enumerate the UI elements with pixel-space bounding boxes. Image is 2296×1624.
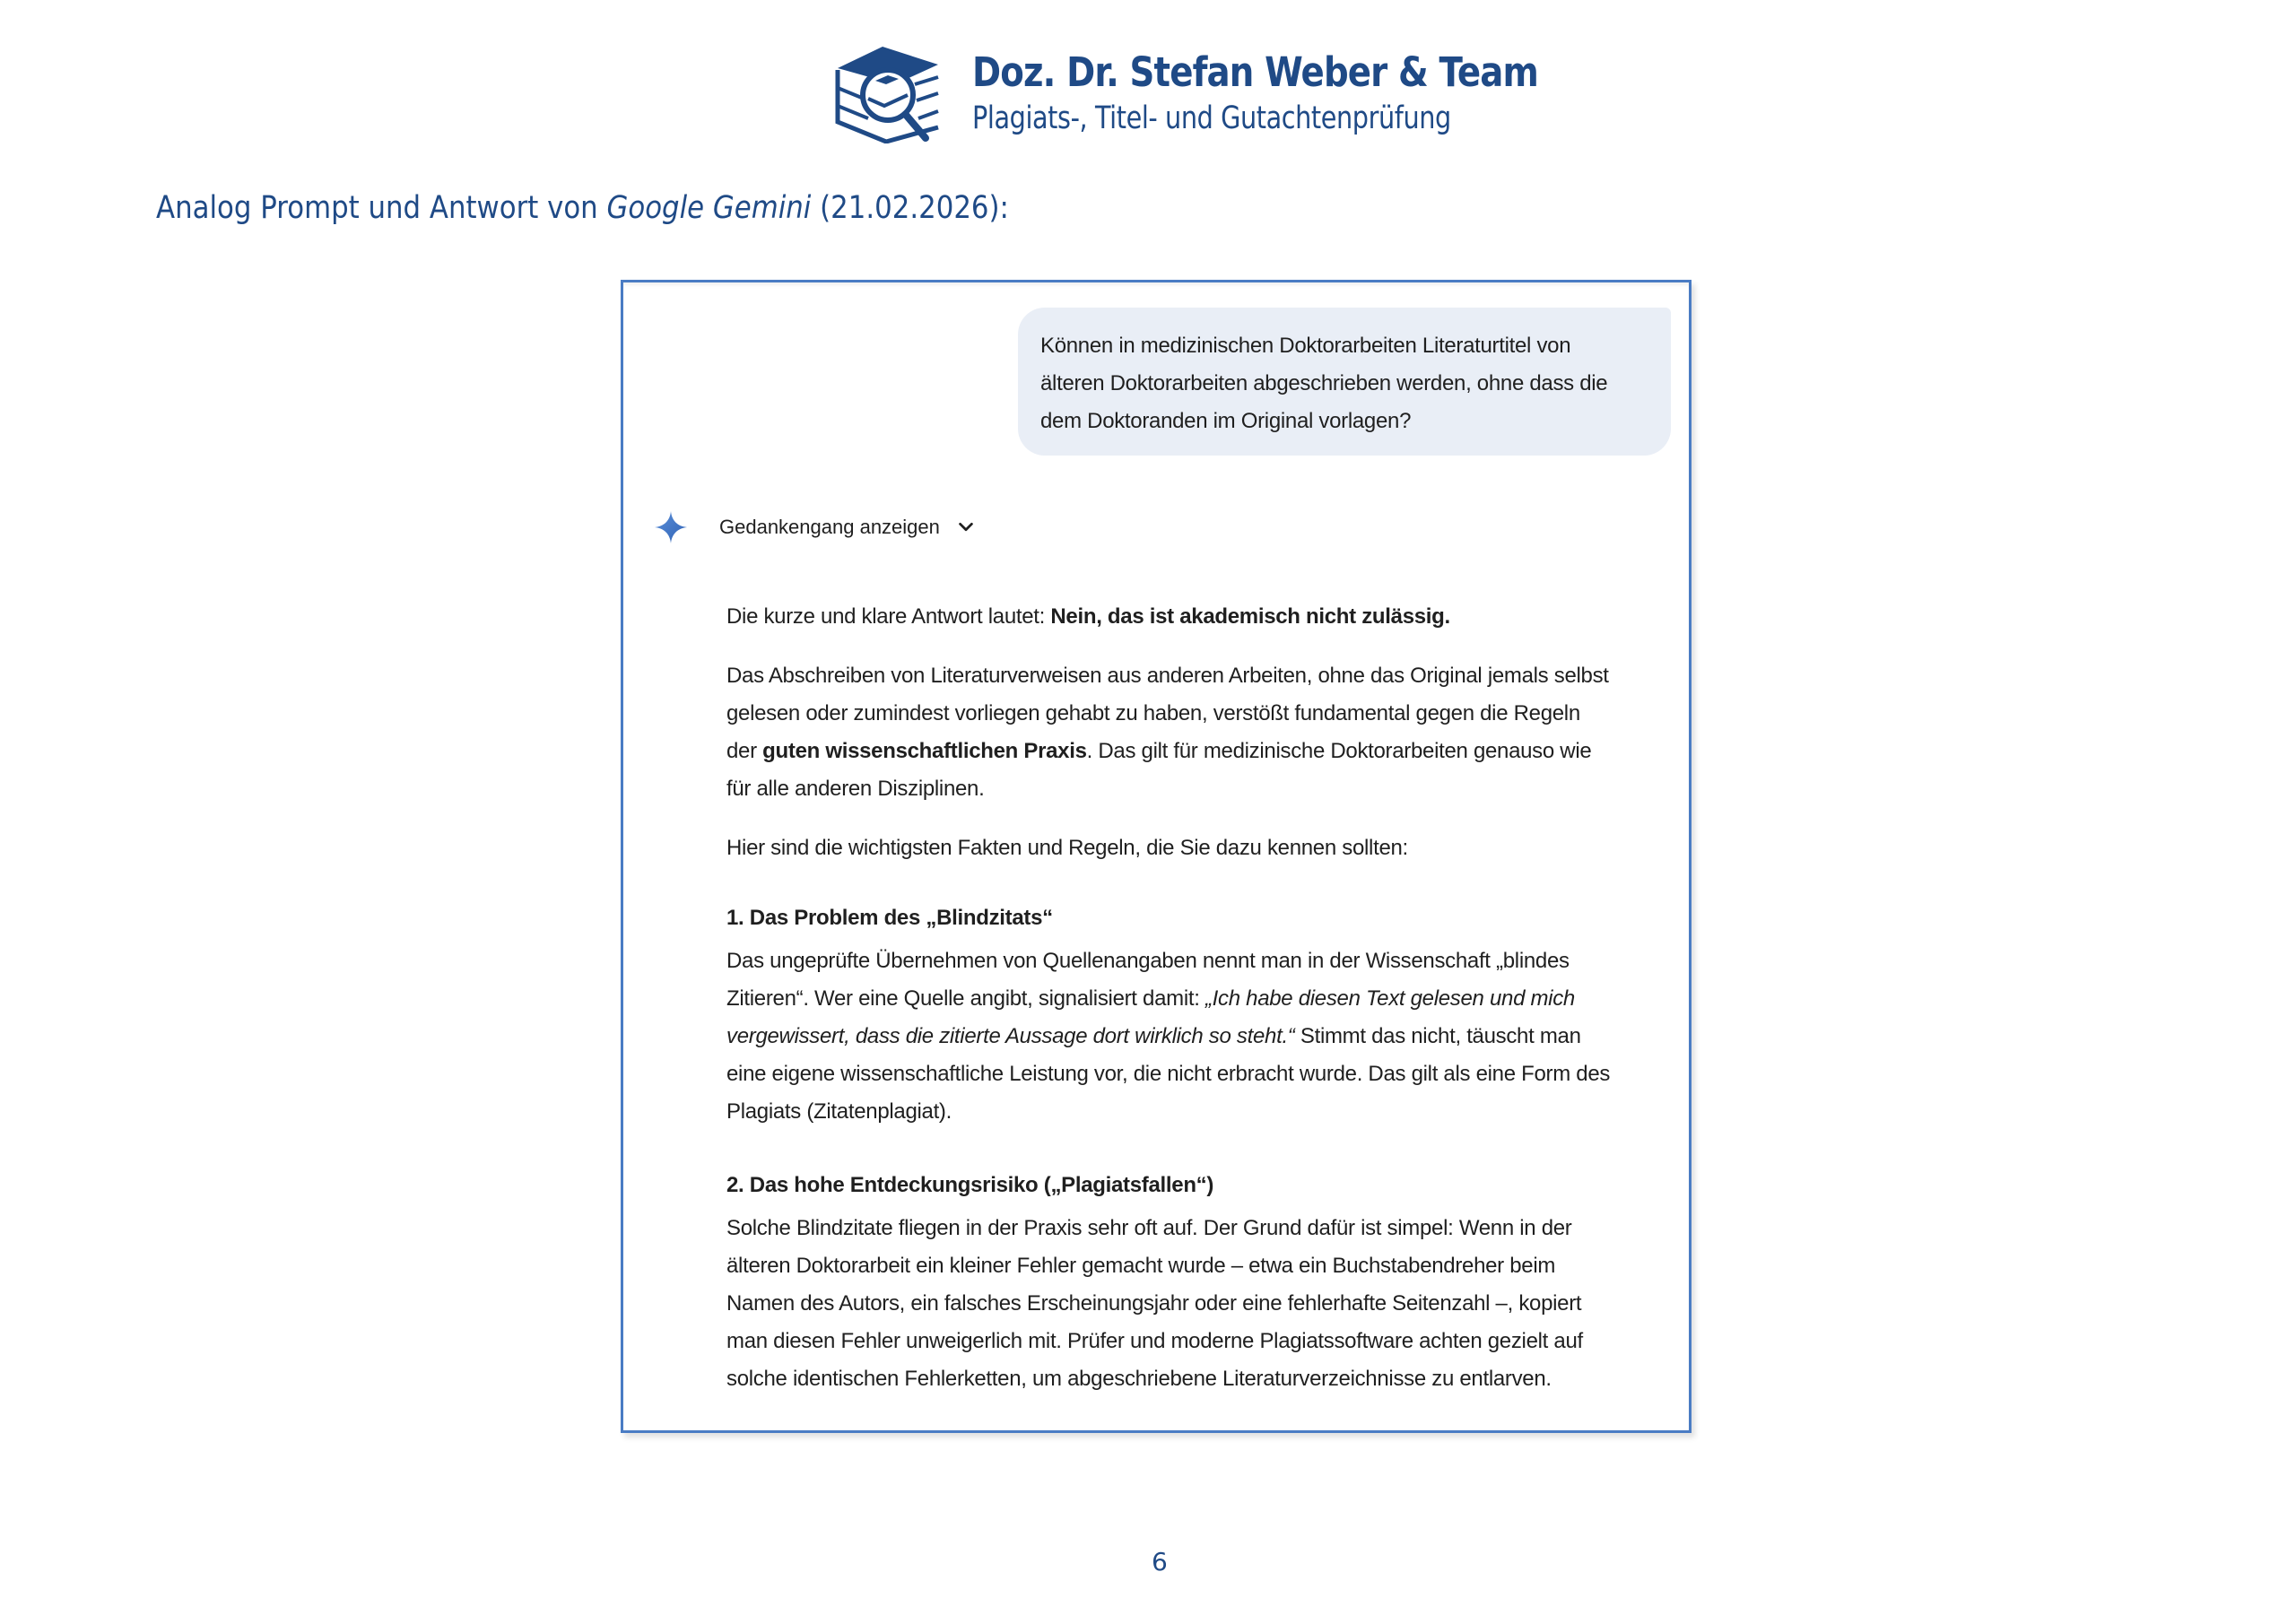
section-paragraph (726, 1210, 1668, 1398)
text: . Das gilt für medizinische Doktorarbeiten genauso wie (1086, 739, 1592, 763)
answer-line: man diesen Fehler unweigerlich mit. Prüfer und moderne Plagiatssoftware achten gezielt auf (726, 1329, 1583, 1353)
answer-line: Plagiats (Zitatenplagiat). (726, 1099, 952, 1124)
answer-line: Das Abschreiben von Literaturverweisen aus anderen Arbeiten, ohne das Original jemals selbst (726, 664, 1609, 688)
page-number: 6 (1152, 1547, 1168, 1576)
user-prompt-bubble (1018, 308, 1671, 456)
italic-quote: vergewissert, dass die zitierte Aussage dort wirklich so steht.“ (726, 1024, 1295, 1048)
answer-paragraph (726, 657, 1668, 808)
section-paragraph (726, 942, 1668, 1131)
bold-text: guten wissenschaftlichen Praxis (762, 739, 1087, 763)
section-title: 2. Das hohe Entdeckungsrisiko („Plagiatsfallen“) (726, 1173, 1214, 1197)
logo-title: Doz. Dr. Stefan Weber & Team (972, 48, 1539, 96)
answer-line (726, 733, 1668, 770)
logo-subtitle: Plagiats-, Titel- und Gutachtenprüfung (972, 100, 1451, 136)
answer-line: Namen des Autors, ein falsches Erscheinungsjahr oder eine fehlerhafte Seitenzahl –, kopiert (726, 1291, 1582, 1316)
italic-quote: „Ich habe diesen Text gelesen und mich (1205, 986, 1575, 1011)
intro-bold: Nein, das ist akademisch nicht zulässig. (1050, 604, 1450, 629)
heading-italic: Google Gemini (606, 190, 812, 226)
text: Zitieren“. Wer eine Quelle angibt, signalisiert damit: (726, 986, 1205, 1011)
answer-line: für alle anderen Disziplinen. (726, 777, 985, 801)
answer-intro (726, 598, 1668, 636)
intro-text: Die kurze und klare Antwort lautet: (726, 604, 1051, 629)
answer-paragraph: Hier sind die wichtigsten Fakten und Regeln, die Sie dazu kennen sollten: (726, 836, 1408, 860)
prompt-line: Können in medizinischen Doktorarbeiten Literaturtitel von (1040, 334, 1571, 358)
section-heading (156, 190, 1009, 226)
text: Stimmt das nicht, täuscht man (1294, 1024, 1581, 1048)
gemini-chat-screenshot (621, 280, 1692, 1433)
books-magnifier-icon (832, 43, 945, 143)
answer-line: Solche Blindzitate fliegen in der Praxis sehr oft auf. Der Grund dafür ist simpel: Wenn in der (726, 1216, 1572, 1240)
heading-suffix: (21.02.2026): (811, 190, 1009, 226)
thinking-toggle[interactable] (654, 510, 976, 544)
answer-line: solche identischen Fehlerketten, um abgeschriebene Literaturverzeichnisse zu entlarven. (726, 1367, 1552, 1391)
gemini-star-icon (654, 510, 688, 544)
answer-line: älteren Doktorarbeit ein kleiner Fehler gemacht wurde – etwa ein Buchstabendreher beim (726, 1254, 1556, 1278)
answer-line (726, 1018, 1668, 1055)
text: der (726, 739, 763, 763)
answer-line: eine eigene wissenschaftliche Leistung vor, die nicht erbracht wurde. Das gilt als eine Form des (726, 1062, 1611, 1086)
heading-prefix: Analog Prompt und Antwort von (156, 190, 607, 226)
section-title: 1. Das Problem des „Blindzitats“ (726, 906, 1053, 930)
assistant-answer (726, 598, 1668, 1420)
answer-line (726, 980, 1668, 1018)
answer-line: Das ungeprüfte Übernehmen von Quellenangaben nennt man in der Wissenschaft „blindes (726, 949, 1570, 973)
chevron-down-icon[interactable] (956, 517, 976, 537)
prompt-line: älteren Doktorarbeiten abgeschrieben werden, ohne dass die (1040, 371, 1608, 395)
prompt-line: dem Doktoranden im Original vorlagen? (1040, 409, 1412, 433)
thinking-toggle-label: Gedankengang anzeigen (719, 516, 940, 538)
header-logo (832, 43, 1631, 143)
answer-line: gelesen oder zumindest vorliegen gehabt zu haben, verstößt fundamental gegen die Regeln (726, 701, 1580, 725)
